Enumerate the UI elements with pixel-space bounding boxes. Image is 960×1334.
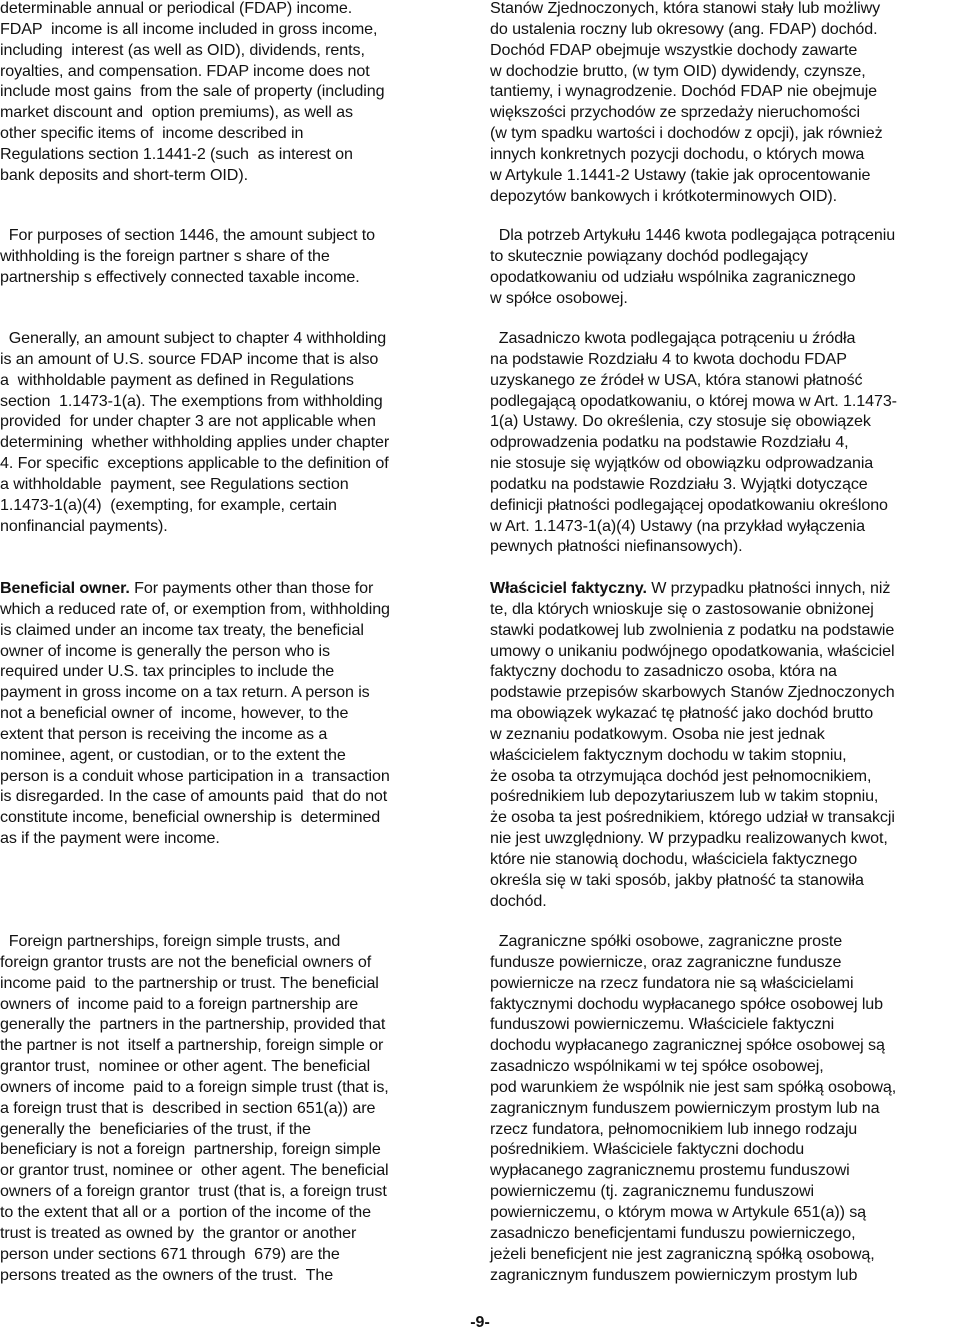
text-line: 1(a) Ustawy. Do określenia, czy stosuje się obowiązek (490, 412, 871, 431)
text-line: zagranicznym funduszem powierniczym prostym lub (490, 1265, 858, 1284)
text-line: as if the payment were income. (0, 829, 220, 848)
text-line: 4. For specific exceptions applicable to the definition of (0, 454, 389, 473)
text-line: which a reduced rate of, or exemption from, withholding (0, 599, 390, 618)
text-line: owner of income is generally the person who is (0, 641, 330, 660)
text-line: owners of income paid to a foreign partnership are (0, 994, 359, 1013)
text-line: market discount and option premiums), as well as (0, 103, 353, 122)
section-heading: Beneficial owner. (0, 579, 130, 597)
text-line: funduszowi powierniczemu. Właściciele faktyczni (490, 1015, 835, 1034)
text-line: including interest (as well as OID), dividends, rents, (0, 40, 365, 59)
text-line: FDAP income is all income included in gross income, (0, 19, 378, 38)
text-line: dochód. (490, 891, 547, 910)
text-line: pośrednikiem lub depozytariuszem lub w takim stopniu, (490, 787, 879, 806)
text-line: generally the beneficiaries of the trust, if the (0, 1119, 311, 1138)
text-line: do ustalenia roczny lub okresowy (ang. FDAP) dochód. (490, 19, 878, 38)
pl-beneficial-owner-paragraph (490, 578, 960, 912)
en-beneficial-owner-paragraph (0, 578, 470, 849)
text-run: For payments other than those for (129, 579, 374, 597)
en-fdap-paragraph (0, 0, 470, 186)
text-line: opodatkowaniu od udziału wspólnika zagranicznego (490, 267, 856, 286)
text-line: Generally, an amount subject to chapter 4 withholding (0, 329, 387, 347)
text-line: persons treated as the owners of the trust. The (0, 1265, 334, 1284)
text-line: Zasadniczo kwota podlegająca potrąceniu u źródła (490, 329, 856, 347)
text-line: foreign grantor trusts are not the beneficial owners of (0, 952, 372, 971)
section-heading: Właściciel faktyczny. (490, 579, 647, 597)
text-line: pewnych płatności niefinansowych). (490, 537, 743, 556)
text-line: odprowadzenia podatku na podstawie Rozdziału 4, (490, 433, 849, 452)
text-line: withholding is the foreign partner s share of the (0, 246, 330, 265)
text-line: większości przychodów ze sprzedaży nieruchomości (490, 103, 860, 122)
text-line: powierniczemu, o którym mowa w Artykule 651(a)) są (490, 1202, 867, 1221)
text-line: a withholdable payment, see Regulations section (0, 474, 349, 493)
text-line: partnership s effectively connected taxable income. (0, 267, 360, 286)
text-line: trust is treated as owned by the grantor or another (0, 1223, 357, 1242)
pl-fdap-paragraph (490, 0, 960, 206)
text-line: to skutecznie powiązany dochód podlegający (490, 246, 808, 265)
text-line: powierniczemu (tj. zagranicznemu funduszowi (490, 1182, 814, 1201)
text-line: generally the partners in the partnership, provided that (0, 1015, 386, 1034)
text-line: zasadniczo wspólnikami w tej spółce osobowej, (490, 1057, 824, 1076)
text-line: the partner is not itself a partnership, foreign simple or (0, 1036, 384, 1055)
text-line: income paid to the partnership or trust. The beneficial (0, 973, 379, 992)
text-run: W przypadku płatności innych, niż (646, 579, 891, 597)
text-line: provided for under chapter 3 are not applicable when (0, 412, 376, 431)
text-line: extent that person is receiving the income as a (0, 724, 328, 743)
text-line: a withholdable payment as defined in Regulations (0, 370, 354, 389)
page-number: -9- (470, 1314, 490, 1331)
text-line: person under sections 671 through 679) are the (0, 1244, 340, 1263)
text-line: nie jest uwzględniony. W przypadku realizowanych kwot, (490, 829, 888, 848)
pl-foreign-partnerships-paragraph (490, 931, 960, 1285)
text-line: bank deposits and short-term OID). (0, 165, 248, 184)
text-line: Dla potrzeb Artykułu 1446 kwota podlegająca potrąceniu (490, 226, 896, 244)
text-line: other specific items of income described in (0, 124, 304, 143)
text-line: grantor trust, nominee or other agent. The beneficial (0, 1057, 371, 1076)
text-line: determinable annual or periodical (FDAP) income. (0, 0, 353, 17)
text-line: required under U.S. tax principles to include the (0, 662, 335, 681)
text-line: is an amount of U.S. source FDAP income that is also (0, 349, 379, 368)
text-line: person is a conduit whose participation in a transaction (0, 766, 390, 785)
text-line: beneficiary is not a foreign partnership, foreign simple (0, 1140, 381, 1159)
text-line: owners of income paid to a foreign simple trust (that is, (0, 1077, 389, 1096)
text-line: właścicielem faktycznym dochodu w takim stopniu, (490, 745, 847, 764)
text-line: nominee, agent, or custodian, or to the extent the (0, 745, 346, 764)
text-line: podstawie przepisów skarbowych Stanów Zjednoczonych (490, 683, 895, 702)
text-line: include most gains from the sale of property (including (0, 82, 385, 101)
text-line: For purposes of section 1446, the amount subject to (0, 226, 375, 244)
text-line: faktycznymi dochodu wypłacanego spółce osobowej lub (490, 994, 884, 1013)
text-line: tantiemy, i wynagrodzenie. Dochód FDAP nie obejmuje (490, 82, 878, 101)
text-line (490, 578, 960, 599)
text-line: ma obowiązek wykazać tę płatność jako dochód brutto (490, 704, 874, 723)
text-line: powiernicze na rzecz fundatora nie są właścicielami (490, 973, 854, 992)
text-line: rzecz fundatora, pełnomocnikiem lub innego rodzaju (490, 1119, 858, 1138)
text-line: definicji płatności podlegającej opodatkowaniu określono (490, 495, 888, 514)
text-line: na podstawie Rozdziału 4 to kwota dochodu FDAP (490, 349, 847, 368)
en-section-1446-paragraph (0, 225, 470, 288)
text-line: w spółce osobowej. (490, 288, 628, 307)
text-line: owners of a foreign grantor trust (that is, a foreign trust (0, 1182, 387, 1201)
text-line: faktyczny dochodu to zasadniczo osoba, która na (490, 662, 837, 681)
text-line: umowy o unikaniu podwójnego opodatkowania, właściciel (490, 641, 895, 660)
text-line: innych konkretnych pozycji dochodu, o których mowa (490, 144, 865, 163)
text-line (0, 578, 470, 599)
text-line: w dochodzie brutto, (w tym OID) dywidendy, czynsze, (490, 61, 866, 80)
text-line: określa się w taki sposób, jakby płatność ta stanowiła (490, 870, 864, 889)
text-line: zagranicznym funduszem powierniczym prostym lub na (490, 1098, 880, 1117)
text-line: pośrednikiem. Właściciele faktyczni dochodu (490, 1140, 805, 1159)
text-line: to the extent that all or a portion of the income of the (0, 1202, 371, 1221)
text-line: wypłacanego zagranicznemu prostemu funduszowi (490, 1161, 850, 1180)
text-line: Zagraniczne spółki osobowe, zagraniczne proste (490, 932, 843, 950)
text-line: podlegającą opodatkowaniu, o której mowa w Art. 1.1473- (490, 391, 897, 410)
text-line: Dochód FDAP obejmuje wszystkie dochody zawarte (490, 40, 858, 59)
text-line: że osoba ta otrzymująca dochód jest pełnomocnikiem, (490, 766, 872, 785)
text-line: is claimed under an income tax treaty, the beneficial (0, 620, 364, 639)
text-line: or grantor trust, nominee or other agent. The beneficial (0, 1161, 389, 1180)
text-line: (w tym spadku wartości i dochodów z opcji), jak również (490, 124, 883, 143)
text-line: pod warunkiem że wspólnik nie jest sam spółką osobową, (490, 1077, 897, 1096)
text-line: Stanów Zjednoczonych, która stanowi stały lub możliwy (490, 0, 881, 17)
text-line: constitute income, beneficial ownership is determined (0, 808, 381, 827)
text-line: zasadniczo beneficjentami funduszu powierniczego, (490, 1223, 856, 1242)
text-line: 1.1473-1(a)(4) (exempting, for example, certain (0, 495, 337, 514)
en-foreign-partnerships-paragraph (0, 931, 470, 1285)
text-line: depozytów bankowych i krótkoterminowych OID). (490, 186, 838, 205)
text-line: w Art. 1.1473-1(a)(4) Ustawy (na przykład wyłączenia (490, 516, 865, 535)
text-line: stawki podatkowej lub zwolnienia z podatku na podstawie (490, 620, 895, 639)
pl-article-1446-paragraph (490, 225, 960, 308)
text-line: w zeznaniu podatkowym. Osoba nie jest jednak (490, 724, 825, 743)
text-line: a foreign trust that is described in section 651(a)) are (0, 1098, 376, 1117)
text-line: determining whether withholding applies under chapter (0, 433, 390, 452)
text-line: payment in gross income on a tax return. A person is (0, 683, 370, 702)
text-line: uzyskanego ze źródeł w USA, która stanowi płatność (490, 370, 863, 389)
text-line: te, dla których wnioskuje się o zastosowanie obniżonej (490, 599, 874, 618)
pl-chapter-4-paragraph (490, 328, 960, 557)
text-line: Foreign partnerships, foreign simple trusts, and (0, 932, 341, 950)
text-line: section 1.1473-1(a). The exemptions from withholding (0, 391, 383, 410)
text-line: nie stosuje się wyjątków od obowiązku odprowadzania (490, 454, 874, 473)
text-line: jeżeli beneficjent nie jest zagraniczną spółką osobową, (490, 1244, 875, 1263)
text-line: które nie stanowią dochodu, właściciela faktycznego (490, 849, 858, 868)
text-line: dochodu wypłacanego zagranicznej spółce osobowej są (490, 1036, 885, 1055)
text-line: is disregarded. In the case of amounts paid that do not (0, 787, 388, 806)
text-line: że osoba ta jest pośrednikiem, którego udział w transakcji (490, 808, 895, 827)
text-line: fundusze powiernicze, oraz zagraniczne fundusze (490, 952, 842, 971)
en-chapter-4-paragraph (0, 328, 470, 536)
text-line: podatku na podstawie Rozdziału 3. Wyjątki dotyczące (490, 474, 868, 493)
text-line: w Artykule 1.1441-2 Ustawy (takie jak oprocentowanie (490, 165, 871, 184)
text-line: Regulations section 1.1441-2 (such as interest on (0, 144, 353, 163)
text-line: nonfinancial payments). (0, 516, 168, 535)
text-line: not a beneficial owner of income, however, to the (0, 704, 349, 723)
text-line: royalties, and compensation. FDAP income does not (0, 61, 370, 80)
